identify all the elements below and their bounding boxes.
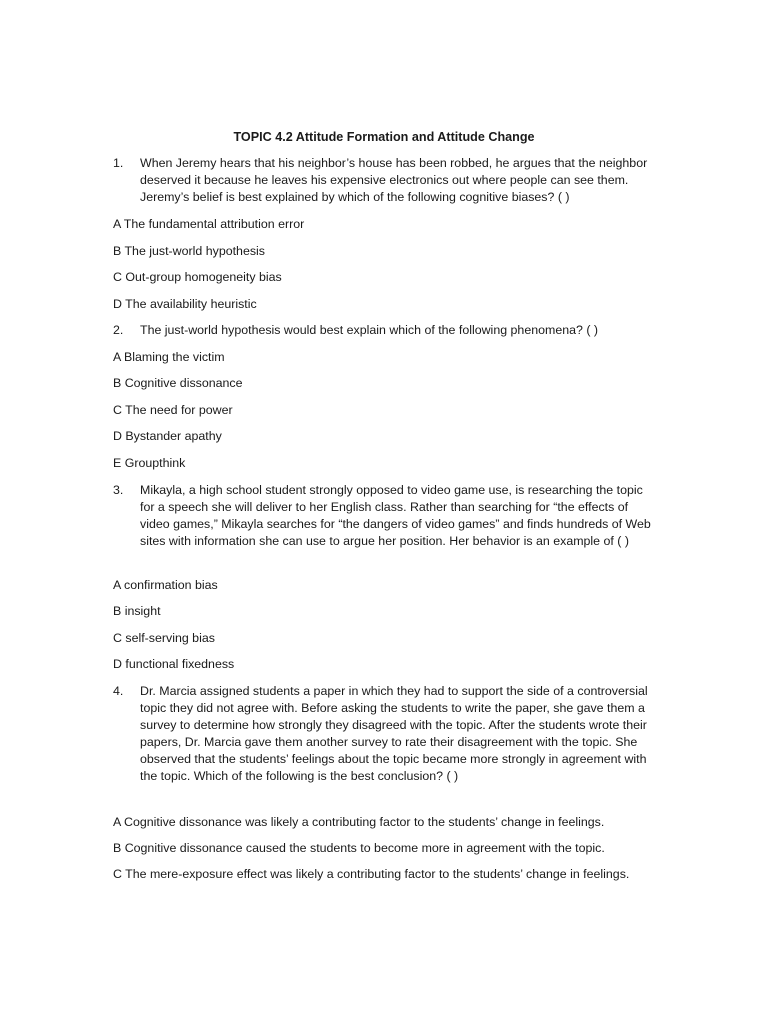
question-3 [113, 482, 658, 550]
question-number: 3. [113, 483, 124, 497]
answer-option: D functional fixedness [113, 657, 235, 671]
question-text: Mikayla, a high school student strongly opposed to video game use, is researching the topic for a speech she will deliver to her English class. Rather than searching for “the effects of video games,” Mikayla searches for “the dangers of video games” and finds hundreds of Web sites with information she can use to argue her position. Her behavior is an example of ( ) [140, 483, 651, 548]
question-number: 1. [113, 156, 124, 170]
answer-option: C self-serving bias [113, 631, 215, 645]
answer-option: D Bystander apathy [113, 429, 222, 443]
question-number: 4. [113, 684, 124, 698]
question-2 [113, 322, 658, 339]
question-text: Dr. Marcia assigned students a paper in which they had to support the side of a controversial topic they did not agree with. Before asking the students to write the paper, she gave them a survey to determine how strongly they disagreed with the topic. After the students wrote their papers, Dr. Marcia gave them another survey to rate their disagreement with the topic. She observed that the students’ feelings about the topic became more strongly in agreement with the topic. Which of the following is the best conclusion? ( ) [140, 684, 648, 783]
question-text: The just-world hypothesis would best explain which of the following phenomena? ( ) [140, 323, 599, 337]
answer-option: C The mere-exposure effect was likely a contributing factor to the students’ change in feelings. [113, 867, 630, 881]
answer-option: D The availability heuristic [113, 297, 257, 311]
answer-option: A Blaming the victim [113, 350, 225, 364]
answer-option: C The need for power [113, 403, 233, 417]
document-title: TOPIC 4.2 Attitude Formation and Attitude Change [233, 130, 535, 144]
answer-option: B Cognitive dissonance [113, 376, 243, 390]
question-text: When Jeremy hears that his neighbor’s house has been robbed, he argues that the neighbor deserved it because he leaves his expensive electronics out where people can see them. Jeremy’s belief is best explained by which of the following cognitive biases? ( ) [140, 156, 648, 204]
answer-option: A Cognitive dissonance was likely a contributing factor to the students’ change in feelings. [113, 815, 605, 829]
answer-option: B Cognitive dissonance caused the students to become more in agreement with the topic. [113, 841, 605, 855]
question-1 [113, 155, 658, 206]
answer-option: C Out-group homogeneity bias [113, 270, 282, 284]
question-4 [113, 683, 658, 785]
answer-option: B insight [113, 604, 161, 618]
question-number: 2. [113, 323, 124, 337]
answer-option: A confirmation bias [113, 578, 218, 592]
answer-option: A The fundamental attribution error [113, 217, 305, 231]
answer-option: E Groupthink [113, 456, 186, 470]
answer-option: B The just-world hypothesis [113, 244, 265, 258]
